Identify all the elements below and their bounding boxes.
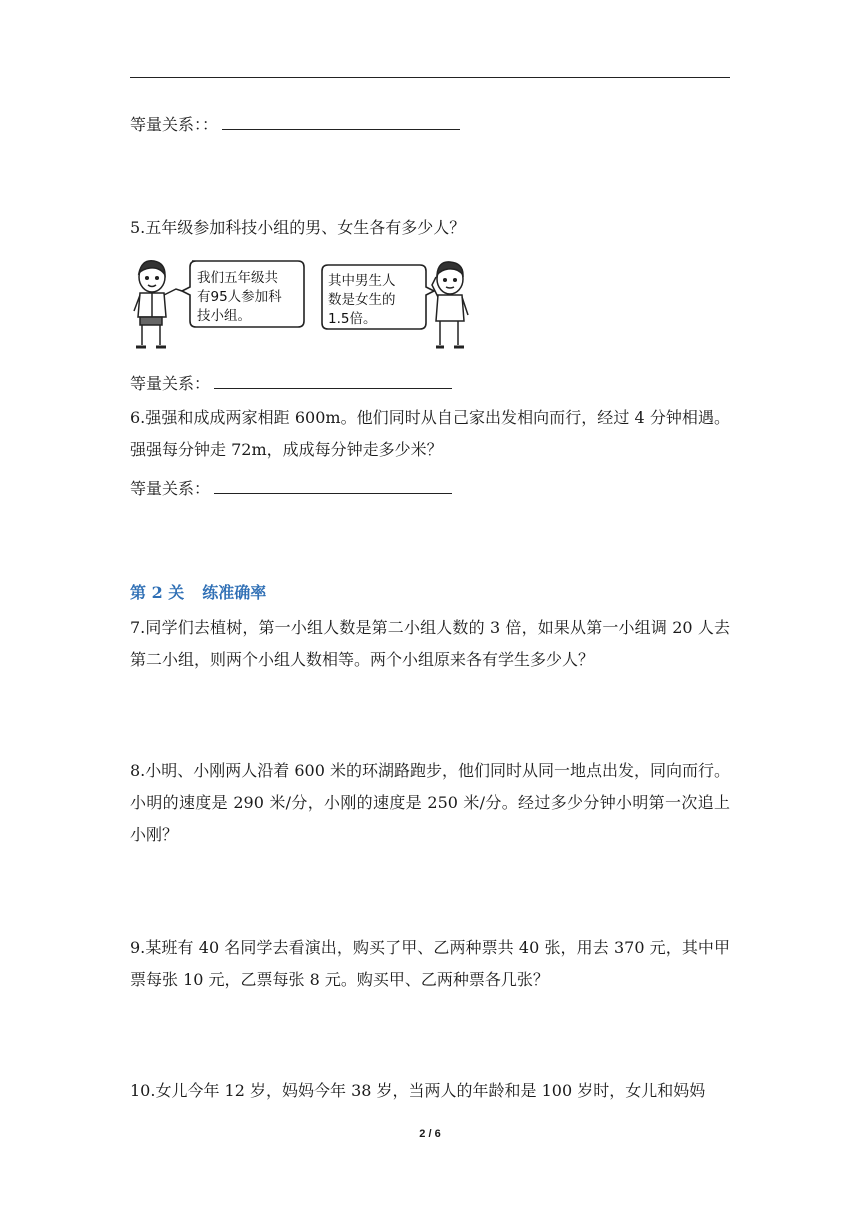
q5-relation — [130, 373, 452, 394]
answer-blank[interactable] — [222, 114, 460, 130]
section-title: 练准确率 — [202, 583, 267, 602]
speech-bubble-left — [182, 261, 304, 327]
q4-relation — [130, 114, 460, 135]
relation-label: 等量关系： — [130, 374, 211, 393]
section-heading — [130, 583, 266, 603]
bubble-right-line-3: 1.5倍。 — [328, 311, 377, 327]
question-7: 7.同学们去植树，第一小组人数是第二小组人数的 3 倍，如果从第一小组调 20 人去第二小组，则两个小组人数相等。两个小组原来各有学生多少人？ — [130, 618, 730, 669]
relation-label: 等量关系： — [130, 479, 211, 498]
header-rule — [130, 77, 730, 78]
boy-left-figure — [134, 261, 182, 347]
bubble-right-line-2: 数是女生的 — [328, 292, 396, 308]
boy-right-figure — [432, 262, 468, 347]
question-10: 10.女儿今年 12 岁，妈妈今年 38 岁，当两人的年龄和是 100 岁时，女儿和妈妈 — [130, 1081, 706, 1100]
q6-relation — [130, 478, 452, 499]
speech-bubble-right — [322, 265, 434, 329]
dialogue-illustration — [130, 255, 475, 355]
page-number: 2 / 6 — [419, 1128, 441, 1140]
answer-blank[interactable] — [214, 478, 452, 494]
bubble-left-line-2: 有95人参加科 — [197, 289, 282, 305]
bubble-right-line-1: 其中男生人 — [328, 273, 396, 289]
question-5: 5.五年级参加科技小组的男、女生各有多少人？ — [130, 218, 466, 237]
answer-blank[interactable] — [214, 373, 452, 389]
question-8: 8.小明、小刚两人沿着 600 米的环湖路跑步，他们同时从同一地点出发，同向而行。小明的速度是 290 米/分，小刚的速度是 250 米/分。经过多少分钟小明第一次追上小刚？ — [130, 761, 730, 844]
section-number: 第 2 关 — [130, 583, 185, 602]
bubble-left-line-1: 我们五年级共 — [197, 270, 278, 286]
bubble-left-line-3: 技小组。 — [197, 308, 251, 324]
question-6: 6.强强和成成两家相距 600m。他们同时从自己家出发相向而行，经过 4 分钟相遇。强强每分钟走 72m，成成每分钟走多少米？ — [130, 408, 730, 459]
question-9: 9.某班有 40 名同学去看演出，购买了甲、乙两种票共 40 张，用去 370 元，其中甲票每张 10 元，乙票每张 8 元。购买甲、乙两种票各几张？ — [130, 938, 730, 989]
relation-label: 等量关系：： — [130, 115, 219, 134]
